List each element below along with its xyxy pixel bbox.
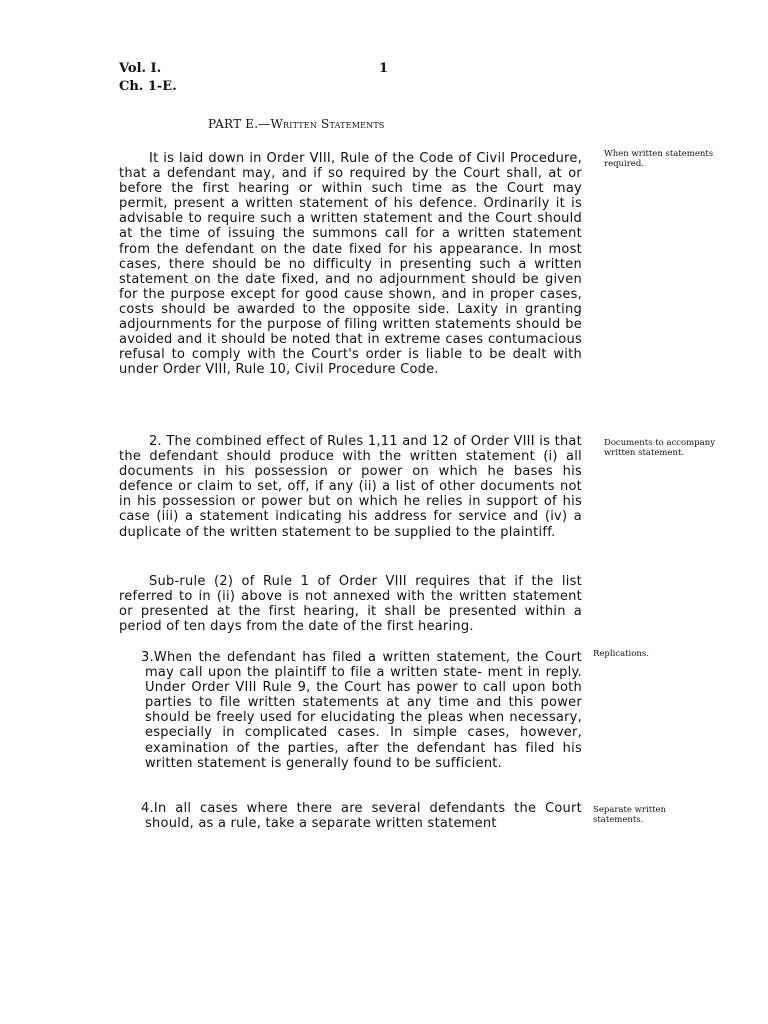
section-title-prefix: PART E.— (208, 117, 271, 131)
volume-label: Vol. I. (119, 61, 162, 76)
margin-note-3: Replications. (593, 649, 649, 659)
page-number: 1 (379, 61, 389, 76)
paragraph-1: It is laid down in Order VIII, Rule of the Code of Civil Procedure, that a defendant may, and if so required by the Court shall, at or before the first hearing or within such time as the Court may permit, present a written statement of his defence. Ordinarily it is advisable to require such a written statement and the Court should at the time of issuing the summons call for a written statement from the defendant on the date fixed for his appearance. In most cases, there should be no difficulty in presenting such a written statement on the date fixed, and no adjournment should be given for the purpose except for good cause shown, and in proper cases, costs should be awarded to the opposite side. Laxity in granting adjournments for the purpose of filing written statements should be avoided and it should be noted that in extreme cases contumacious refusal to comply with the Court's order is liable to be dealt with under Order VIII, Rule 10, Civil Procedure Code. (119, 151, 582, 378)
paragraph-2-sub: Sub-rule (2) of Rule 1 of Order VIII requires that if the list referred to in (ii) above is not annexed with the written statement or presented at the first hearing, it shall be presented within a period of ten days from the date of the first hearing. (119, 574, 582, 635)
section-title (208, 117, 385, 131)
paragraph-2: 2. The combined effect of Rules 1,11 and 12 of Order VIII is that the defendant should produce with the written statement (i) all documents in his possession or power on which he bases his defence or claim to set, off, if any (ii) a list of other documents not in his possession or power but on which he relies in support of his case (iii) a statement indicating his address for service and (iv) a duplicate of the written statement to be supplied to the plaintiff. (119, 434, 582, 540)
section-title-text: Written Statements (270, 117, 385, 131)
margin-note-1: When written statements required. (604, 149, 714, 170)
margin-note-4: Separate written statements. (593, 805, 667, 826)
paragraph-3: 3.When the defendant has filed a written statement, the Court may call upon the plaintiff to file a written state- ment in reply. Under Order VIII Rule 9, the Court has power to call upon both parties to file written statements at any time and this power should be freely used for elucidating the pleas when necessary, especially in complicated cases. In simple cases, however, examination of the parties, after the defendant has filed his written statement is generally found to be sufficient. (141, 650, 582, 771)
paragraph-4: 4.In all cases where there are several defendants the Court should, as a rule, take a separate written statement (141, 801, 582, 832)
chapter-label: Ch. 1-E. (119, 79, 177, 94)
margin-note-2: Documents to accompany written statement. (604, 438, 715, 459)
